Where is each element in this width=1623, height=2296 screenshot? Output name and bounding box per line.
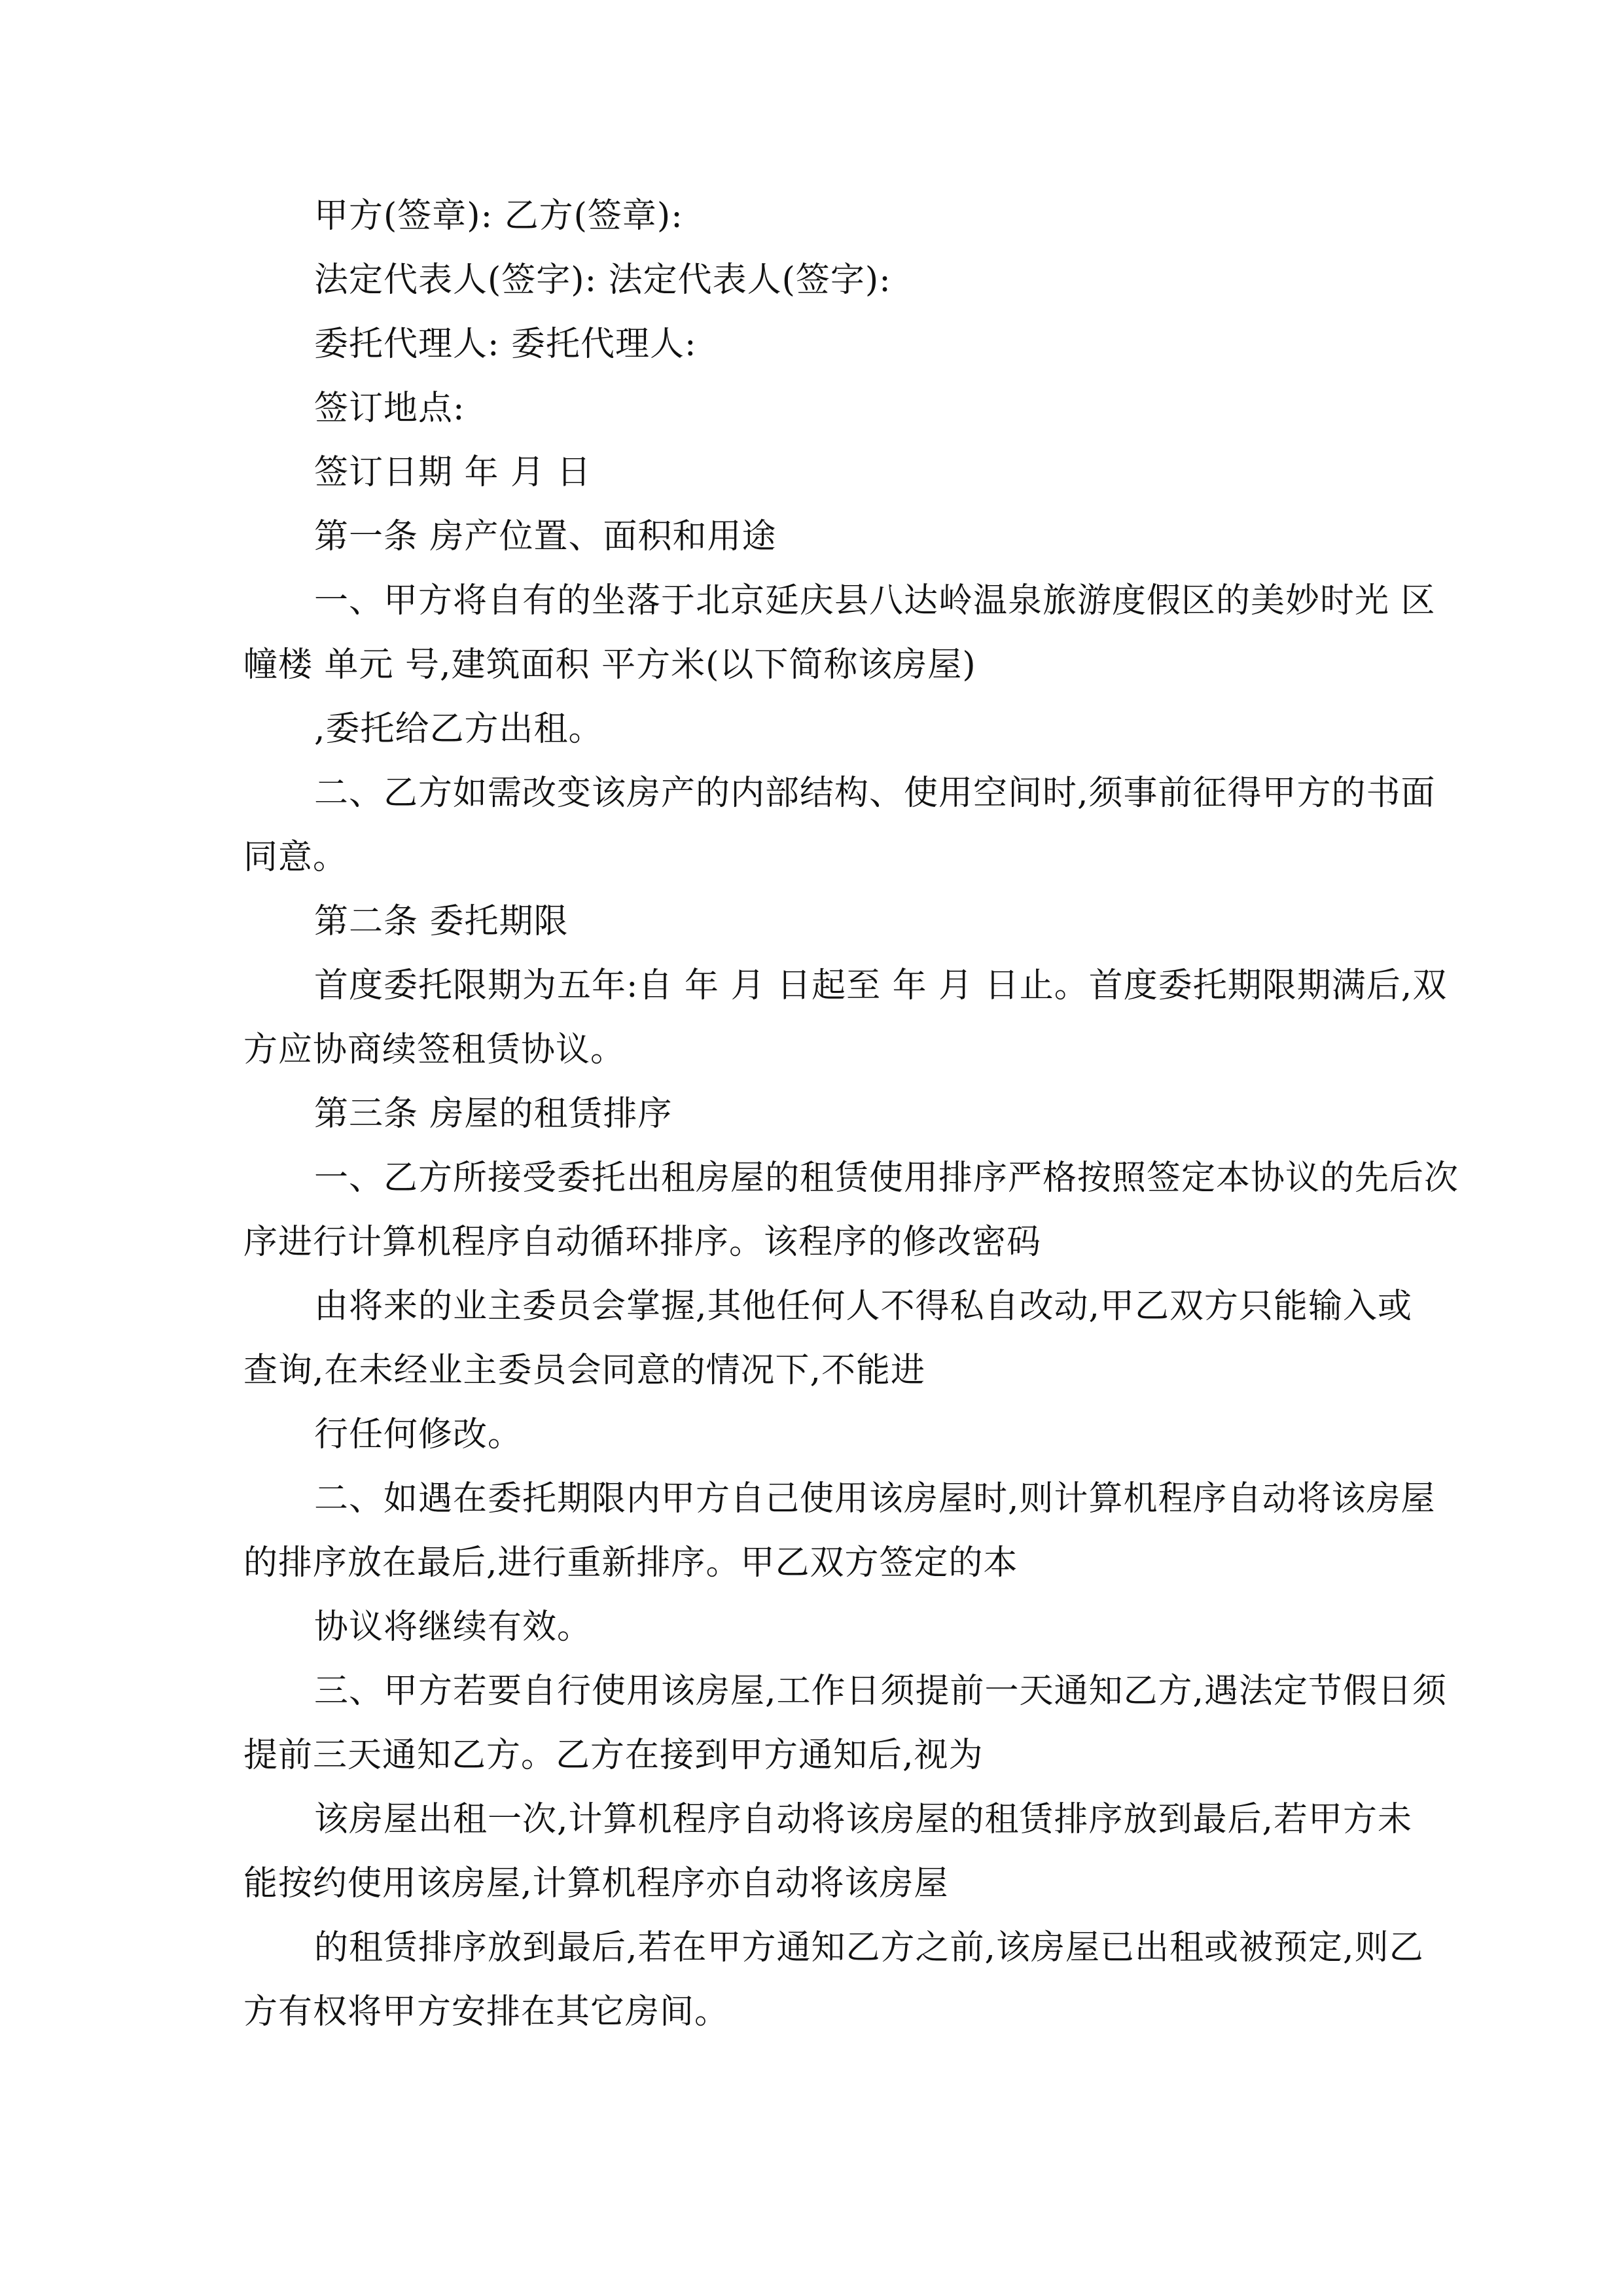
paragraph-line: 三、甲方若要自行使用该房屋,工作日须提前一天通知乙方,遇法定节假日须 (314, 1672, 1448, 1711)
paragraph-line: 二、如遇在委托期限内甲方自己使用该房屋时,则计算机程序自动将该房屋 (314, 1479, 1436, 1518)
paragraph-line: 的排序放在最后,进行重新排序。甲乙双方签定的本 (243, 1543, 1018, 1583)
paragraph-line: 二、乙方如需改变该房产的内部结构、使用空间时,须事前征得甲方的书面 (314, 774, 1436, 813)
article-3-heading: 第三条 房屋的租赁排序 (314, 1094, 673, 1134)
paragraph-line: 一、甲方将自有的坐落于北京延庆县八达岭温泉旅游度假区的美妙时光 区 (314, 581, 1436, 620)
paragraph-line: 该房屋出租一次,计算机程序自动将该房屋的租赁排序放到最后,若甲方未 (314, 1800, 1413, 1839)
paragraph-line: 幢楼 单元 号,建筑面积 平方米(以下简称该房屋) (243, 645, 976, 685)
article-1-heading: 第一条 房产位置、面积和用途 (314, 517, 777, 556)
signature-line-agent: 委托代理人: 委托代理人: (314, 325, 697, 364)
paragraph-line: 能按约使用该房屋,计算机程序亦自动将该房屋 (243, 1864, 949, 1903)
paragraph-line: 序进行计算机程序自动循环排序。该程序的修改密码 (243, 1223, 1042, 1262)
signing-date: 签订日期 年 月 日 (314, 453, 592, 492)
paragraph-line: 方有权将甲方安排在其它房间。 (243, 1992, 730, 2032)
paragraph-line: 查询,在未经业主委员会同意的情况下,不能进 (243, 1351, 926, 1390)
paragraph-line: 一、乙方所接受委托出租房屋的租赁使用排序严格按照签定本协议的先后次 (314, 1158, 1459, 1198)
paragraph-line: 协议将继续有效。 (314, 1607, 592, 1647)
article-2-heading: 第二条 委托期限 (314, 902, 569, 941)
paragraph-line: ,委托给乙方出租。 (314, 709, 603, 749)
paragraph-line: 行任何修改。 (314, 1415, 523, 1454)
signature-line-seal: 甲方(签章): 乙方(签章): (314, 196, 683, 236)
paragraph-line: 由将来的业主委员会掌握,其他任何人不得私自改动,甲乙双方只能输入或 (314, 1287, 1413, 1326)
paragraph-line: 同意。 (243, 838, 348, 877)
paragraph-line: 的租赁排序放到最后,若在甲方通知乙方之前,该房屋已出租或被预定,则乙 (314, 1928, 1424, 1967)
paragraph-line: 提前三天通知乙方。乙方在接到甲方通知后,视为 (243, 1736, 984, 1775)
signing-place: 签订地点: (314, 389, 465, 428)
signature-line-legal-rep: 法定代表人(签字): 法定代表人(签字): (314, 260, 891, 300)
paragraph-line: 方应协商续签租赁协议。 (243, 1030, 626, 1069)
paragraph-line: 首度委托限期为五年:自 年 月 日起至 年 月 日止。首度委托期限期满后,双 (314, 966, 1448, 1005)
